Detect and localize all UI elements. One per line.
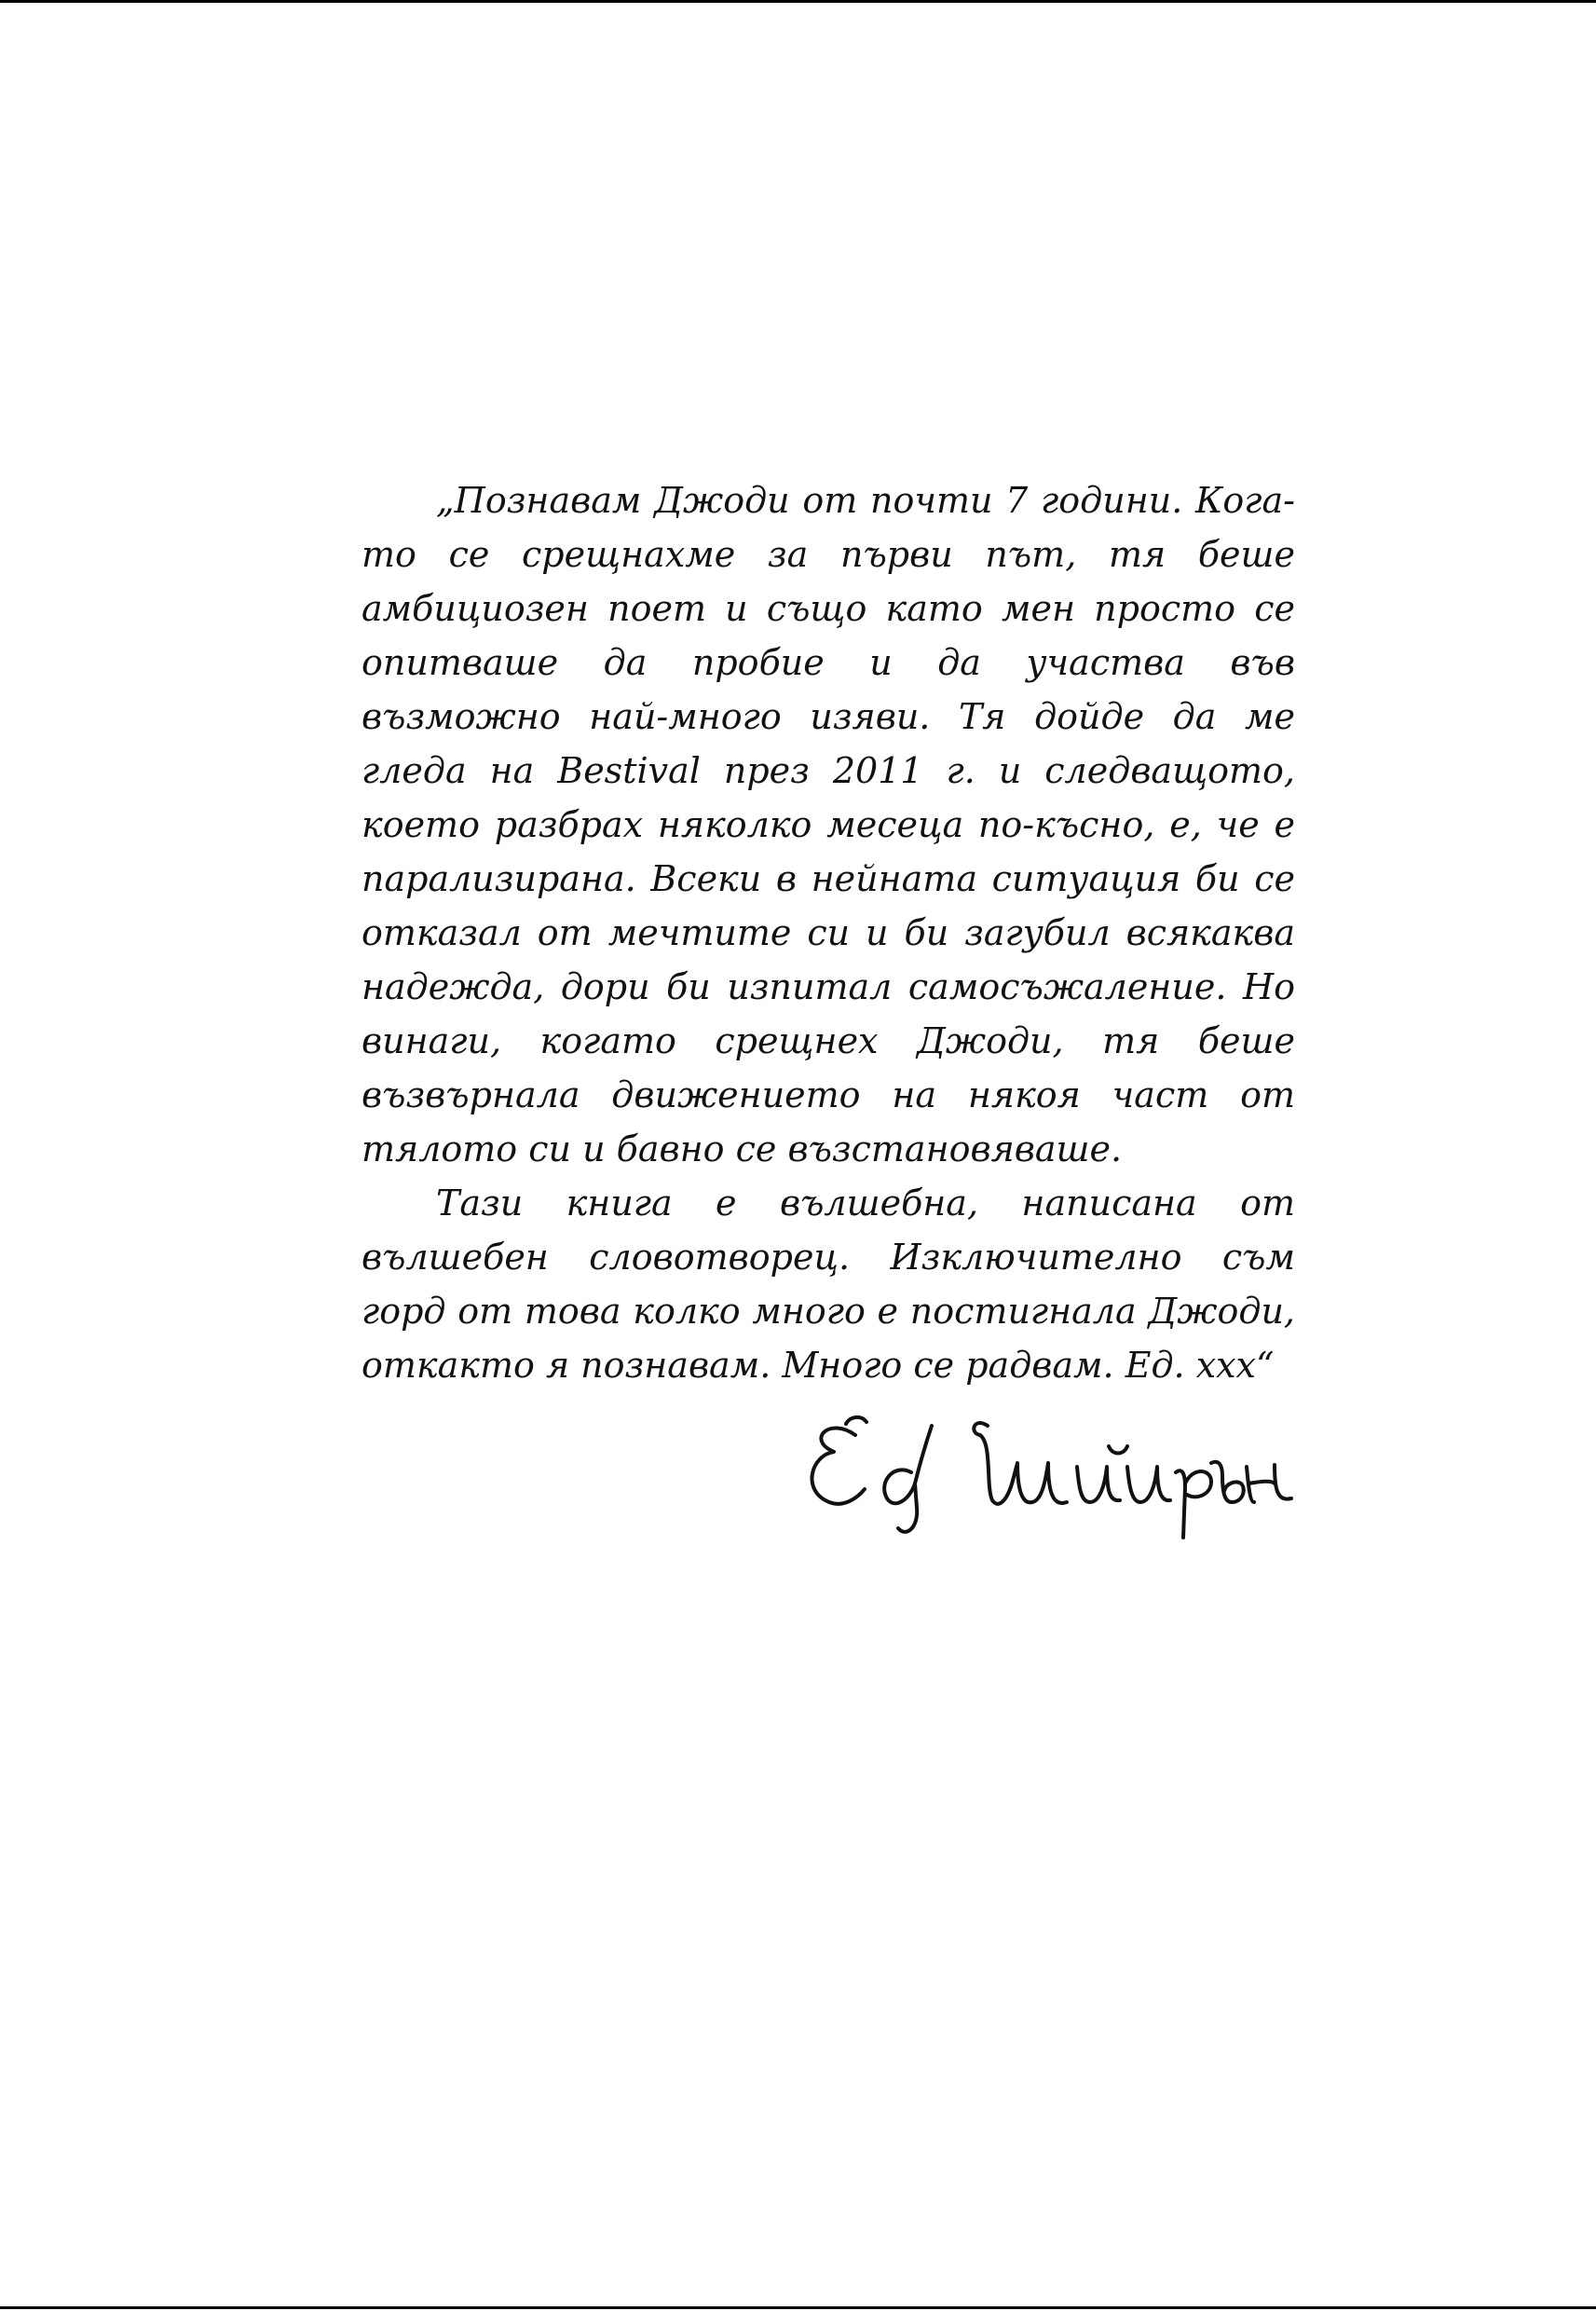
quote-block [361,473,1295,1392]
quote-paragraph-1: „Познавам Джоди от почти 7 години. Когато се срещнахме за първи път, тя беше амбициозен поет и също като мен просто се опитваше да пробие и да участва във възможно най-много изяви. Тя дойде да ме гледа на Bestival през 2011 г. и следващото, което разбрах няколко месеца по-късно, е, че е парализирана. Всеки в нейната ситуация би се отказал от мечтите си и би загубил всякаква надежда, дори би изпитал самосъжаление. Но винаги, когато срещнех Джоди, тя беше възвърнала движението на някоя част от тялото си и бавно се възстановяваше. [361,480,1295,1169]
handwritten-signature [801,1398,1304,1547]
page-bottom-border [0,2306,1596,2309]
quote-paragraph-2: Тази книга е вълшебна, написана от вълшебен словотворец. Изключително съм горд от това колко много е постигнала Джоди, откакто я познавам. Много се радвам. Ед. ххх“ [361,1183,1295,1386]
page-top-border [0,0,1596,3]
